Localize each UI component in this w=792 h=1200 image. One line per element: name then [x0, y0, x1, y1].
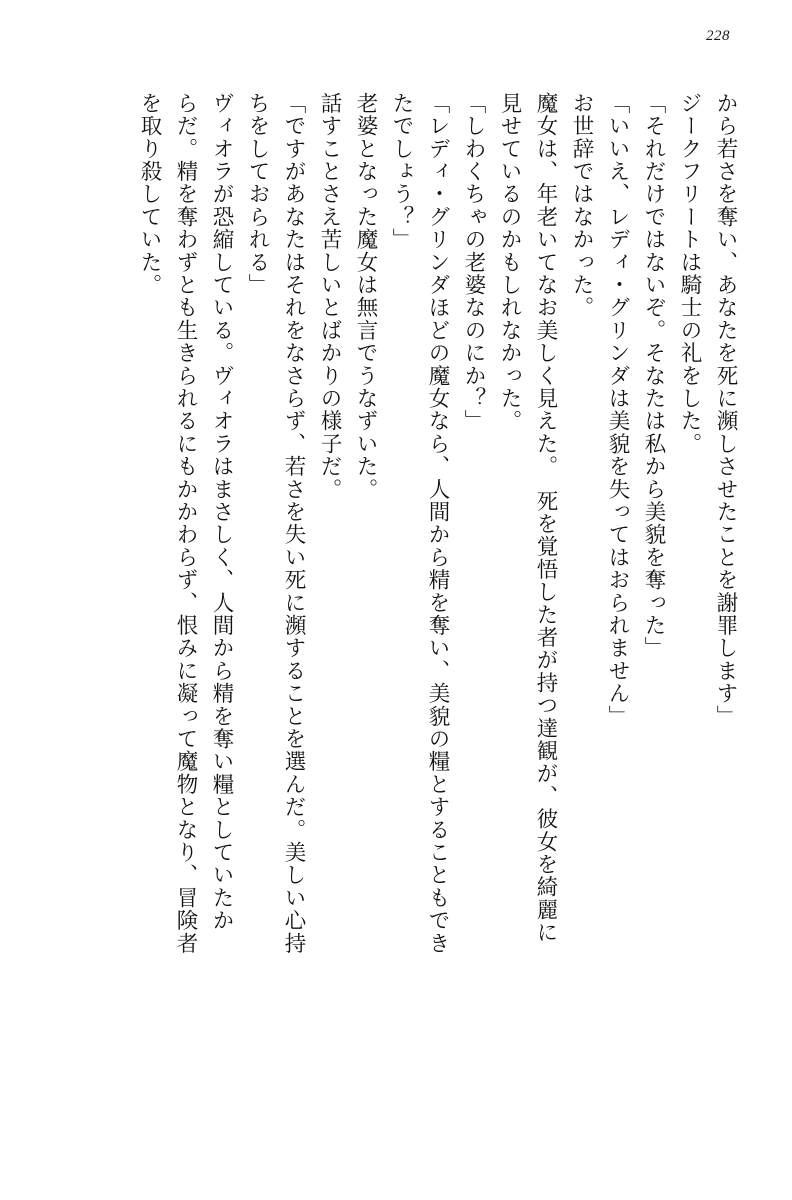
text-column: 見せているのかもしれなかった。 — [497, 92, 522, 433]
text-column: ヴィオラが恐縮している。ヴィオラはまさしく、人間から精を奪い糧としていたか — [209, 92, 234, 932]
text-column: から若さを奪い、あなたを死に瀕しさせたことを謝罪します」 — [713, 92, 738, 728]
text-column: 「レディ・グリンダほどの魔女なら、人間から精を奪い、美貌の糧とすることもでき — [425, 92, 450, 955]
text-column: ジークフリートは騎士の礼をした。 — [677, 92, 702, 456]
text-column: 「ですがあなたはそれをなさらず、若さを失い死に瀕することを選んだ。美しい心持 — [281, 92, 306, 955]
text-column: 魔女は、年老いてなお美しく見えた。 死を覚悟した者が持つ達観が、彼女を綺麗に — [533, 92, 558, 944]
text-column: 話すことさえ苦しいとばかりの様子だ。 — [317, 92, 342, 501]
text-column: 「いいえ、レディ・グリンダは美貌を失ってはおられません」 — [605, 92, 630, 728]
text-column: 「それだけではないぞ。そなたは私から美貌を奪った」 — [641, 92, 666, 660]
text-column: 「しわくちゃの老婆なのにか？」 — [461, 92, 486, 433]
text-column: 老婆となった魔女は無言でうなずいた。 — [353, 92, 378, 501]
text-column: を取り殺していた。 — [137, 92, 162, 297]
text-column: ちをしておられる」 — [245, 92, 270, 297]
text-column: たでしょう？」 — [389, 92, 414, 251]
vertical-text-body — [56, 92, 736, 1152]
text-column: お世辞ではなかった。 — [569, 92, 594, 319]
text-column: らだ。精を奪わずとも生きられるにもかかわらず、恨みに凝って魔物となり、冒険者 — [173, 92, 198, 955]
page-number: 228 — [706, 28, 730, 44]
